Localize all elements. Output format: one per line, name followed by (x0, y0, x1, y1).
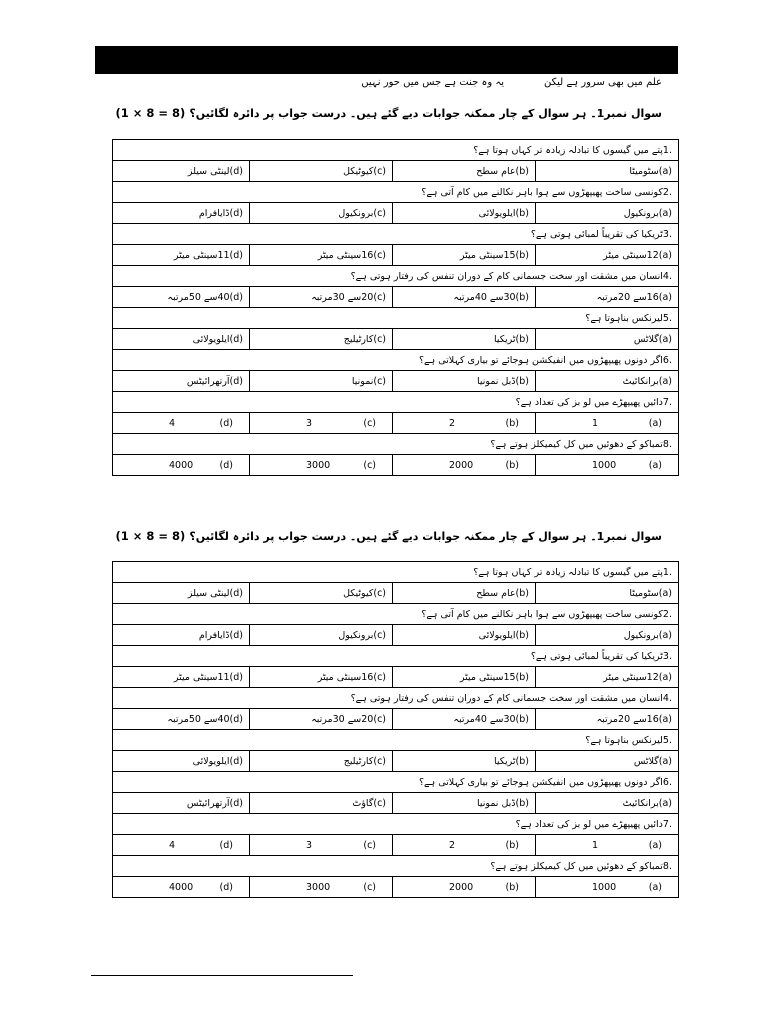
option-key: (c) (373, 797, 386, 809)
option-text: ایلویولائی (478, 207, 516, 219)
option-key: (d) (219, 417, 233, 429)
question-row (113, 856, 679, 877)
option-text: 4000 (169, 881, 194, 893)
question-row (113, 224, 679, 245)
option-text: گلاٹس (633, 333, 659, 345)
option-a[interactable] (536, 709, 679, 730)
option-c[interactable] (250, 287, 393, 308)
option-text: ایلویولائی (192, 333, 230, 345)
option-text: 1000 (592, 459, 617, 471)
option-key: (a) (658, 671, 672, 683)
option-key: (c) (373, 375, 386, 387)
options-row (113, 793, 679, 814)
option-text: سٹومیٹا (629, 587, 659, 599)
header-bar (95, 46, 678, 74)
mcq-table-1 (112, 139, 679, 476)
question-row (113, 604, 679, 625)
question-row (113, 350, 679, 371)
option-key: (d) (219, 459, 233, 471)
option-key: (b) (515, 587, 529, 599)
option-key: (d) (229, 249, 243, 261)
option-c[interactable] (250, 455, 393, 476)
option-text: کارٹیلیج (343, 333, 374, 345)
option-text: 2000 (449, 459, 474, 471)
options-row (113, 329, 679, 350)
option-key: (d) (229, 333, 243, 345)
option-text: کیوٹیکل (343, 165, 374, 177)
option-text: آرتھرائیٹس (186, 797, 230, 809)
option-text: برونکیول (623, 629, 659, 641)
option-text: برونکیول (623, 207, 659, 219)
option-key: (a) (658, 587, 672, 599)
tagline (62, 76, 662, 90)
option-c[interactable] (250, 835, 393, 856)
marks-label: (1 × 8 = 8) (115, 529, 186, 543)
option-d[interactable] (113, 583, 250, 604)
option-key: (b) (505, 417, 519, 429)
option-key: (a) (658, 207, 672, 219)
option-text: ٹریکیا (494, 755, 516, 767)
question-text: .2کونسی ساخت پھیپھڑوں سے ہوا باہر نکالنے میں کام آتی ہے؟ (113, 182, 679, 203)
option-c[interactable] (250, 709, 393, 730)
question-text: .3ٹریکیا کی تقریباً لمبائی ہوتی ہے؟ (113, 646, 679, 667)
option-text: لینٹی سیلز (187, 587, 230, 599)
option-text: عام سطح (476, 165, 516, 177)
option-c[interactable] (250, 625, 393, 646)
option-a[interactable] (536, 751, 679, 772)
option-key: (c) (373, 755, 386, 767)
option-a[interactable] (536, 793, 679, 814)
option-text: 3 (306, 839, 313, 851)
option-text: کیوٹیکل (343, 587, 374, 599)
option-text: گلاٹس (633, 755, 659, 767)
options-row (113, 287, 679, 308)
option-a[interactable] (536, 287, 679, 308)
question-text: .1پتے میں گیسوں کا تبادلہ زیادہ تر کہاں ہوتا ہے؟ (113, 562, 679, 583)
option-key: (c) (363, 459, 376, 471)
question-row (113, 814, 679, 835)
option-key: (d) (229, 375, 243, 387)
question-row (113, 308, 679, 329)
option-key: (c) (373, 587, 386, 599)
option-b[interactable] (393, 329, 536, 350)
options-row (113, 413, 679, 434)
option-key: (c) (373, 629, 386, 641)
footnote-divider (91, 975, 353, 976)
option-d[interactable] (113, 161, 250, 182)
options-row (113, 161, 679, 182)
section-heading-text: سوال نمبر1۔ ہر سوال کے چار ممکنہ جوابات دیے گئے ہیں۔ درست جواب پر دائرہ لگائیں؟ (189, 530, 662, 543)
option-text: 4 (169, 839, 176, 851)
option-text: عام سطح (476, 587, 516, 599)
options-row (113, 751, 679, 772)
option-text: 15سینٹی میٹر (459, 671, 516, 683)
option-text: 12سینٹی میٹر (603, 249, 659, 261)
option-key: (a) (648, 417, 662, 429)
question-text: .8تمباکو کے دھوئیں میں کل کیمیکلز ہوتے ہے؟ (113, 856, 679, 877)
option-d[interactable] (113, 877, 250, 898)
option-key: (c) (363, 881, 376, 893)
option-text: ایلویولائی (192, 755, 230, 767)
option-text: سٹومیٹا (629, 165, 659, 177)
question-text: .4انسان میں مشقت اور سخت جسمانی کام کے دوران تنفس کی رفتار ہوتی ہے؟ (113, 266, 679, 287)
option-a[interactable] (536, 371, 679, 392)
option-text: 4000 (169, 459, 194, 471)
option-text: ڈایافرام (198, 207, 230, 219)
question-row (113, 646, 679, 667)
question-text: .5لیرنکس بناہوتا ہے؟ (113, 730, 679, 751)
option-text: 30سے 40مرتبہ (453, 291, 516, 303)
option-text: 16سے 20مرتبہ (596, 291, 659, 303)
question-row (113, 772, 679, 793)
option-c[interactable] (250, 877, 393, 898)
option-text: 3000 (306, 881, 331, 893)
question-text: .7دائیں پھیپھڑے میں لو بز کی تعداد ہے؟ (113, 392, 679, 413)
option-text: 11سینٹی میٹر (173, 671, 230, 683)
question-text: .8تمباکو کے دھوئیں میں کل کیمیکلز ہوتے ہے؟ (113, 434, 679, 455)
question-row (113, 434, 679, 455)
option-key: (d) (229, 629, 243, 641)
option-text: 1 (592, 417, 599, 429)
option-text: 30سے 40مرتبہ (453, 713, 516, 725)
options-row (113, 877, 679, 898)
option-key: (b) (515, 291, 529, 303)
option-key: (b) (515, 755, 529, 767)
option-text: 16سینٹی میٹر (317, 671, 374, 683)
option-d[interactable] (113, 667, 250, 688)
option-text: لینٹی سیلز (187, 165, 230, 177)
question-text: .6اگر دونوں پھیپھڑوں میں انفیکشن ہوجائے تو بیاری کہلاتی ہے؟ (113, 350, 679, 371)
option-d[interactable] (113, 203, 250, 224)
option-text: 15سینٹی میٹر (459, 249, 516, 261)
options-row (113, 371, 679, 392)
option-key: (c) (373, 207, 386, 219)
option-text: 1000 (592, 881, 617, 893)
option-text: آرتھرائیٹس (186, 375, 230, 387)
option-text: برانکائیٹ (622, 375, 659, 387)
question-text: .5لیرنکس بناہوتا ہے؟ (113, 308, 679, 329)
option-b[interactable] (393, 161, 536, 182)
option-text: 2000 (449, 881, 474, 893)
option-text: 3 (306, 417, 313, 429)
question-row (113, 392, 679, 413)
option-text: 1 (592, 839, 599, 851)
marks-label: (1 × 8 = 8) (115, 106, 186, 120)
option-text: کارٹیلیج (343, 755, 374, 767)
tagline-part-1: علم میں بھی سرور ہے لیکن (543, 77, 662, 88)
option-b[interactable] (393, 877, 536, 898)
option-c[interactable] (250, 371, 393, 392)
option-key: (c) (363, 839, 376, 851)
option-text: 40سے 50مرتبہ (167, 713, 230, 725)
option-key: (b) (515, 797, 529, 809)
option-a[interactable] (536, 835, 679, 856)
question-row (113, 562, 679, 583)
question-row (113, 688, 679, 709)
option-a[interactable] (536, 625, 679, 646)
option-b[interactable] (393, 793, 536, 814)
question-text: .1پتے میں گیسوں کا تبادلہ زیادہ تر کہاں ہوتا ہے؟ (113, 140, 679, 161)
option-text: نمونیا (351, 375, 374, 387)
option-c[interactable] (250, 203, 393, 224)
option-key: (d) (229, 207, 243, 219)
option-key: (d) (229, 713, 243, 725)
option-b[interactable] (393, 413, 536, 434)
option-text: 2 (449, 839, 456, 851)
option-c[interactable] (250, 667, 393, 688)
option-text: 4 (169, 417, 176, 429)
option-text: 40سے 50مرتبہ (167, 291, 230, 303)
question-text: .6اگر دونوں پھیپھڑوں میں انفیکشن ہوجائے تو بیاری کہلاتی ہے؟ (113, 772, 679, 793)
option-key: (a) (648, 459, 662, 471)
option-key: (d) (229, 165, 243, 177)
question-text: .4انسان میں مشقت اور سخت جسمانی کام کے دوران تنفس کی رفتار ہوتی ہے؟ (113, 688, 679, 709)
option-key: (c) (373, 333, 386, 345)
option-b[interactable] (393, 371, 536, 392)
question-row (113, 266, 679, 287)
option-key: (a) (658, 291, 672, 303)
question-row (113, 182, 679, 203)
option-text: گاؤٹ (352, 797, 374, 809)
options-row (113, 835, 679, 856)
option-d[interactable] (113, 793, 250, 814)
option-text: ٹریکیا (494, 333, 516, 345)
option-b[interactable] (393, 583, 536, 604)
option-key: (b) (505, 459, 519, 471)
option-c[interactable] (250, 161, 393, 182)
option-key: (d) (229, 291, 243, 303)
option-c[interactable] (250, 245, 393, 266)
option-a[interactable] (536, 413, 679, 434)
option-key: (a) (648, 839, 662, 851)
option-key: (d) (229, 671, 243, 683)
options-row (113, 583, 679, 604)
option-text: 20سے 30مرتبہ (311, 713, 374, 725)
option-d[interactable] (113, 413, 250, 434)
option-text: 20سے 30مرتبہ (311, 291, 374, 303)
option-key: (c) (373, 671, 386, 683)
option-b[interactable] (393, 709, 536, 730)
option-text: 16سے 20مرتبہ (596, 713, 659, 725)
option-key: (d) (219, 839, 233, 851)
option-text: ڈایافرام (198, 629, 230, 641)
option-text: برانکائیٹ (622, 797, 659, 809)
question-text: .3ٹریکیا کی تقریباً لمبائی ہوتی ہے؟ (113, 224, 679, 245)
option-key: (b) (515, 671, 529, 683)
section-1-heading (82, 105, 662, 122)
option-c[interactable] (250, 413, 393, 434)
question-text: .2کونسی ساخت پھیپھڑوں سے ہوا باہر نکالنے میں کام آتی ہے؟ (113, 604, 679, 625)
option-key: (b) (515, 375, 529, 387)
question-row (113, 730, 679, 751)
option-key: (a) (648, 881, 662, 893)
option-text: برونکیول (338, 207, 374, 219)
option-text: ڈبل نمونیا (477, 375, 516, 387)
option-c[interactable] (250, 583, 393, 604)
option-a[interactable] (536, 161, 679, 182)
option-d[interactable] (113, 835, 250, 856)
option-d[interactable] (113, 709, 250, 730)
option-c[interactable] (250, 793, 393, 814)
option-text: 12سینٹی میٹر (603, 671, 659, 683)
option-a[interactable] (536, 245, 679, 266)
option-key: (b) (515, 629, 529, 641)
option-key: (a) (658, 755, 672, 767)
option-key: (d) (229, 755, 243, 767)
option-text: برونکیول (338, 629, 374, 641)
mcq-table-2 (112, 561, 679, 898)
option-key: (a) (658, 165, 672, 177)
option-a[interactable] (536, 455, 679, 476)
option-a[interactable] (536, 877, 679, 898)
option-a[interactable] (536, 667, 679, 688)
option-d[interactable] (113, 455, 250, 476)
question-row (113, 140, 679, 161)
tagline-part-2: یہ وہ جنت ہے جس میں حور نہیں (361, 77, 504, 88)
option-key: (c) (373, 713, 386, 725)
option-b[interactable] (393, 625, 536, 646)
option-d[interactable] (113, 625, 250, 646)
option-key: (a) (658, 375, 672, 387)
option-d[interactable] (113, 245, 250, 266)
option-key: (c) (363, 417, 376, 429)
option-b[interactable] (393, 203, 536, 224)
option-c[interactable] (250, 329, 393, 350)
option-a[interactable] (536, 583, 679, 604)
option-key: (b) (515, 207, 529, 219)
option-d[interactable] (113, 329, 250, 350)
option-b[interactable] (393, 835, 536, 856)
option-key: (a) (658, 249, 672, 261)
option-key: (c) (373, 249, 386, 261)
option-d[interactable] (113, 287, 250, 308)
option-text: 11سینٹی میٹر (173, 249, 230, 261)
option-b[interactable] (393, 751, 536, 772)
option-text: 2 (449, 417, 456, 429)
option-text: ڈبل نمونیا (477, 797, 516, 809)
options-row (113, 667, 679, 688)
option-key: (d) (229, 797, 243, 809)
option-d[interactable] (113, 751, 250, 772)
option-text: 16سینٹی میٹر (317, 249, 374, 261)
option-key: (c) (373, 165, 386, 177)
option-b[interactable] (393, 667, 536, 688)
option-key: (a) (658, 797, 672, 809)
option-c[interactable] (250, 751, 393, 772)
option-text: ایلویولائی (478, 629, 516, 641)
options-row (113, 455, 679, 476)
option-key: (b) (515, 249, 529, 261)
section-2-heading (82, 528, 662, 545)
option-b[interactable] (393, 455, 536, 476)
option-key: (b) (505, 839, 519, 851)
option-key: (a) (658, 713, 672, 725)
option-a[interactable] (536, 329, 679, 350)
option-b[interactable] (393, 245, 536, 266)
option-key: (b) (515, 165, 529, 177)
option-key: (b) (505, 881, 519, 893)
option-d[interactable] (113, 371, 250, 392)
option-key: (b) (515, 333, 529, 345)
option-key: (c) (373, 291, 386, 303)
options-row (113, 245, 679, 266)
section-heading-text: سوال نمبر1۔ ہر سوال کے چار ممکنہ جوابات دیے گئے ہیں۔ درست جواب پر دائرہ لگائیں؟ (189, 107, 662, 120)
options-row (113, 203, 679, 224)
option-a[interactable] (536, 203, 679, 224)
option-key: (b) (515, 713, 529, 725)
options-row (113, 709, 679, 730)
question-text: .7دائیں پھیپھڑے میں لو بز کی تعداد ہے؟ (113, 814, 679, 835)
option-key: (a) (658, 333, 672, 345)
option-key: (a) (658, 629, 672, 641)
option-key: (d) (229, 587, 243, 599)
options-row (113, 625, 679, 646)
option-b[interactable] (393, 287, 536, 308)
option-text: 3000 (306, 459, 331, 471)
option-key: (d) (219, 881, 233, 893)
